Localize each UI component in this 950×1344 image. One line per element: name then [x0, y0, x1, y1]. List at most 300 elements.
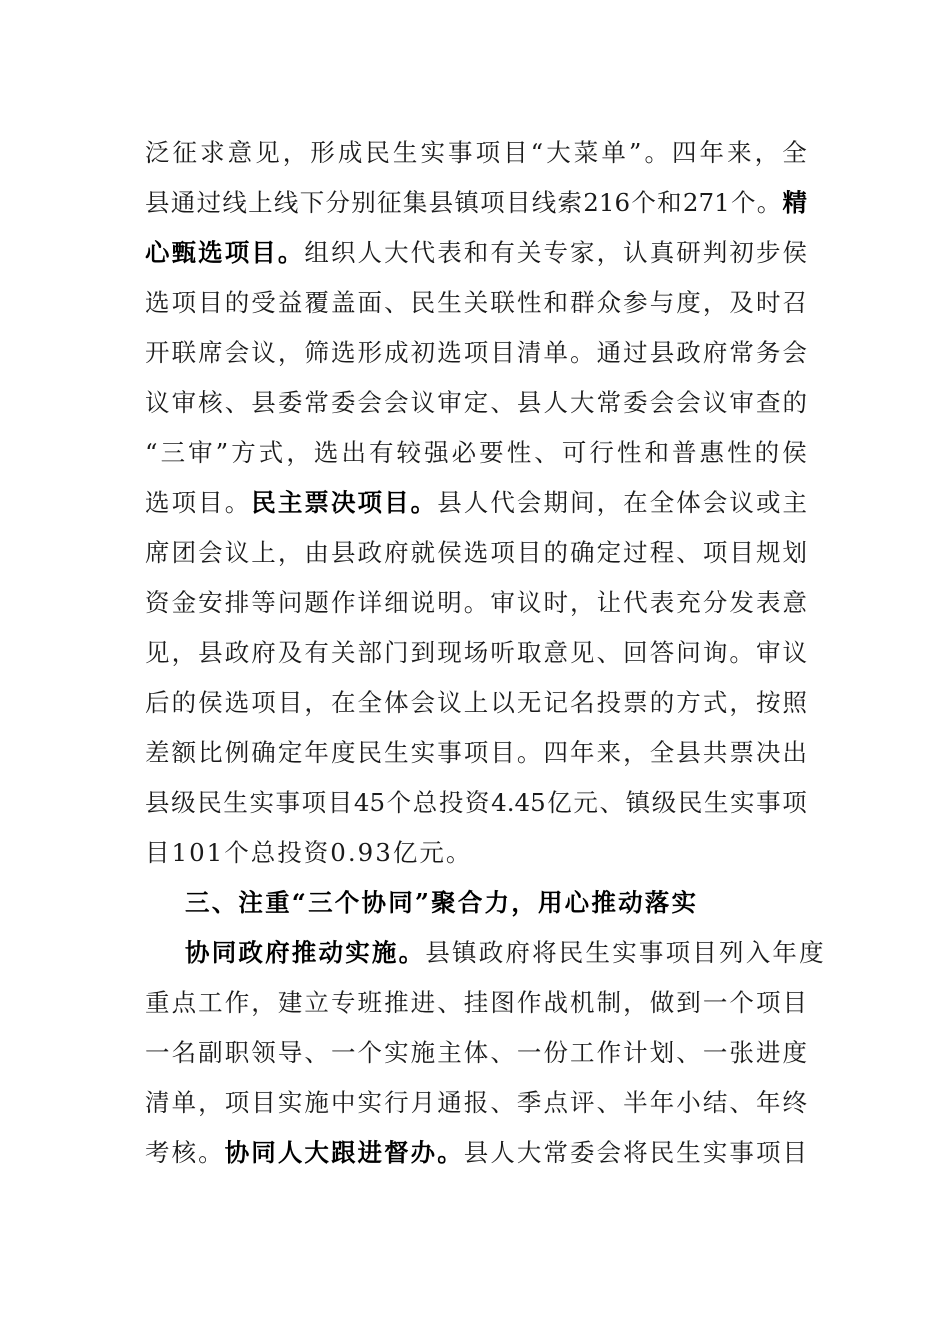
body-text: 政	[676, 338, 701, 367]
text-line	[145, 328, 807, 378]
bold-text: 。	[410, 488, 436, 517]
body-text: 分	[702, 588, 728, 617]
body-text: 组	[304, 238, 329, 267]
body-text: 项	[251, 688, 276, 717]
body-text: 、	[437, 988, 462, 1017]
body-text: 按	[755, 688, 781, 717]
body-text: 定	[596, 538, 622, 567]
body-text: 个	[730, 188, 756, 217]
body-text: 。	[463, 588, 489, 617]
body-text: 工	[570, 1038, 595, 1067]
bold-text: 票	[304, 488, 329, 517]
body-text: 县	[145, 788, 170, 817]
text-line	[145, 678, 807, 728]
body-text: 方	[231, 438, 256, 467]
body-text: 核	[198, 388, 223, 417]
body-text: 门	[384, 638, 409, 667]
body-text: 细	[384, 588, 409, 617]
body-text: 答	[649, 638, 675, 667]
body-text: 县	[428, 188, 454, 217]
body-text: 选	[145, 488, 170, 517]
body-text: 、	[599, 788, 624, 817]
body-text: 季	[516, 1088, 542, 1117]
body-text: 等	[251, 588, 276, 617]
body-text: 上	[248, 188, 273, 217]
body-text: 单	[543, 338, 568, 367]
body-text: 见	[255, 138, 280, 167]
body-text: 进	[755, 1038, 781, 1067]
body-text: 行	[384, 1088, 409, 1117]
body-text: 议	[702, 388, 728, 417]
body-text: 及	[729, 288, 754, 317]
body-text: 面	[357, 288, 382, 317]
body-text: 研	[676, 238, 701, 267]
body-text: 资	[465, 788, 490, 817]
body-text: 中	[330, 1088, 356, 1117]
bold-text: 办	[410, 1138, 436, 1167]
body-text: 或	[755, 488, 781, 517]
body-text: 生	[437, 288, 462, 317]
body-text: 实	[277, 1088, 303, 1117]
bold-text: 目	[251, 238, 276, 267]
body-text: 询	[702, 638, 728, 667]
body-text: 后	[145, 688, 170, 717]
body-text: 安	[198, 588, 223, 617]
body-text: 集	[402, 188, 428, 217]
body-text: 体	[384, 688, 409, 717]
body-text: 政	[357, 538, 382, 567]
body-text: 职	[224, 1038, 250, 1067]
body-text: ，	[286, 438, 311, 467]
body-text: 有	[490, 238, 515, 267]
body-text: 度	[330, 738, 356, 767]
body-text: 目	[198, 288, 223, 317]
body-text: 菜	[573, 138, 599, 167]
body-text: 民	[197, 788, 222, 817]
body-text: 镇	[625, 788, 651, 817]
body-text: 代	[410, 238, 436, 267]
bold-text: 。	[277, 238, 303, 267]
body-text: 一	[330, 1038, 356, 1067]
body-text: 半	[623, 1088, 648, 1117]
body-text: 张	[729, 1038, 754, 1067]
body-text: 项	[755, 988, 781, 1017]
body-text: 真	[649, 238, 675, 267]
body-text: 人	[357, 238, 382, 267]
body-text: 、	[490, 1088, 515, 1117]
body-text: 体	[676, 488, 701, 517]
body-text: 详	[357, 588, 382, 617]
body-text: 施	[410, 1038, 436, 1067]
body-text: 发	[729, 588, 754, 617]
body-text: “	[145, 438, 158, 467]
body-text: 实	[730, 788, 755, 817]
body-text: 认	[623, 238, 648, 267]
body-text: 资	[145, 588, 170, 617]
body-text: 做	[649, 988, 675, 1017]
body-text: 主	[782, 488, 807, 517]
body-text: 会	[596, 1138, 622, 1167]
text-line	[145, 828, 807, 878]
body-text: 目	[490, 338, 515, 367]
body-text: 间	[570, 488, 595, 517]
bold-text: 民	[251, 488, 276, 517]
body-text: 表	[649, 588, 675, 617]
body-text: 、	[490, 388, 515, 417]
body-text: 审	[490, 588, 515, 617]
body-text: 大	[516, 1138, 542, 1167]
body-text: 目	[782, 1138, 807, 1167]
bold-text: 人	[277, 1138, 303, 1167]
body-text: 侯	[782, 438, 807, 467]
body-text: ”	[215, 438, 229, 467]
body-text: ，	[596, 238, 622, 267]
body-text: 确	[251, 738, 276, 767]
body-text: 名	[171, 1038, 197, 1067]
body-text: 可	[561, 438, 587, 467]
body-text: 召	[782, 288, 807, 317]
body-text: 受	[251, 288, 276, 317]
body-text: 议	[729, 488, 754, 517]
bold-text: 选	[198, 238, 223, 267]
body-text: 大	[384, 238, 409, 267]
body-text: 45	[353, 788, 386, 817]
body-text: 常	[596, 388, 622, 417]
body-text: 委	[570, 1138, 595, 1167]
text-line	[145, 578, 807, 628]
body-text: 目	[505, 188, 531, 217]
body-text: 、	[676, 1038, 701, 1067]
body-text: 充	[676, 588, 701, 617]
body-text: 实	[249, 788, 274, 817]
body-text: 票	[623, 688, 648, 717]
body-text: 步	[755, 238, 781, 267]
body-text: 报	[463, 1088, 489, 1117]
body-text: 的	[649, 688, 675, 717]
body-text: ，	[623, 988, 648, 1017]
body-text: 侯	[198, 688, 223, 717]
body-text: 施	[304, 1088, 329, 1117]
body-text: ，	[754, 138, 780, 167]
body-text: 席	[145, 538, 170, 567]
body-text: 选	[463, 538, 489, 567]
bold-text: 同	[251, 1138, 276, 1167]
body-text: ，	[304, 688, 329, 717]
body-text: 四	[672, 138, 697, 167]
body-text: 成	[337, 138, 363, 167]
body-text: 与	[649, 288, 675, 317]
body-text: 时	[755, 288, 781, 317]
body-text: 年	[570, 738, 595, 767]
body-text: 目	[782, 988, 807, 1017]
body-text: 普	[672, 438, 697, 467]
body-text: 。	[570, 338, 595, 367]
bold-text: 协	[224, 1138, 250, 1167]
body-text: 和	[657, 188, 682, 217]
body-text: 定	[277, 738, 303, 767]
body-text: 线	[222, 188, 247, 217]
body-text: 生	[676, 1138, 701, 1167]
body-text: 个	[386, 788, 412, 817]
body-text: 盖	[330, 288, 356, 317]
body-text: 金	[171, 588, 197, 617]
body-text: 民	[649, 1138, 675, 1167]
body-text: 期	[543, 488, 568, 517]
body-text: 会	[676, 388, 701, 417]
body-text: 来	[596, 738, 622, 767]
body-text: 议	[224, 538, 250, 567]
body-text: 部	[357, 638, 382, 667]
body-text: 。	[729, 638, 754, 667]
body-text: 在	[623, 488, 648, 517]
body-text: 元	[573, 788, 598, 817]
body-text: 生	[703, 788, 729, 817]
text-line	[145, 628, 807, 678]
body-text: 审	[755, 638, 781, 667]
body-text: 判	[702, 238, 728, 267]
body-text: 领	[251, 1038, 276, 1067]
body-text: 式	[702, 688, 728, 717]
body-text: 会	[198, 538, 223, 567]
body-text: ，	[570, 588, 595, 617]
body-text: 、	[384, 288, 409, 317]
body-text: 和	[543, 288, 568, 317]
bold-text: 进	[357, 1138, 382, 1167]
body-text: 和	[463, 238, 489, 267]
body-text: 副	[198, 1038, 223, 1067]
body-text: 县	[198, 638, 223, 667]
body-text: 专	[330, 988, 356, 1017]
body-text: 让	[596, 588, 622, 617]
body-text: 民	[357, 738, 382, 767]
body-text: 议	[410, 388, 436, 417]
body-text: ，	[277, 538, 303, 567]
body-text: 度	[782, 1038, 807, 1067]
body-text: 议	[145, 388, 170, 417]
body-text: 事	[756, 788, 781, 817]
body-text: 人	[490, 1138, 515, 1167]
body-text: 名	[570, 688, 595, 717]
body-text: 程	[649, 538, 675, 567]
body-text: 联	[490, 288, 515, 317]
body-text: 议	[251, 338, 276, 367]
bold-text: 项	[224, 238, 250, 267]
body-text: 通	[437, 1088, 462, 1117]
body-text: 年	[649, 1088, 675, 1117]
body-text: 项	[171, 288, 197, 317]
body-text: ，	[251, 988, 276, 1017]
body-text: ，	[623, 738, 648, 767]
body-text: 事	[729, 1138, 754, 1167]
body-text: 通	[170, 188, 196, 217]
body-text: ，	[282, 138, 308, 167]
body-text: 惠	[699, 438, 725, 467]
body-text: 实	[702, 1138, 728, 1167]
body-text: 项	[755, 1138, 781, 1167]
body-text: 有	[368, 438, 394, 467]
body-text: 常	[304, 388, 329, 417]
body-text: 定	[463, 388, 489, 417]
body-text: 个	[631, 188, 656, 217]
body-text: 方	[676, 688, 701, 717]
body-text: 下	[299, 188, 325, 217]
body-text: 会	[702, 488, 728, 517]
body-text: 府	[384, 538, 409, 567]
body-text: 清	[516, 338, 542, 367]
body-text: 级	[171, 788, 196, 817]
body-text: 取	[516, 638, 542, 667]
body-text: 目	[327, 788, 353, 817]
body-text: 的	[543, 538, 568, 567]
body-text: ，	[171, 638, 197, 667]
body-text: 、	[676, 538, 701, 567]
body-text: ，	[198, 1088, 223, 1117]
body-text: 性	[506, 438, 532, 467]
body-text: 图	[490, 988, 515, 1017]
body-text: 过	[196, 188, 222, 217]
body-text: 作	[330, 588, 356, 617]
bold-text: 甄	[171, 238, 197, 267]
body-text: 、	[490, 1038, 515, 1067]
body-text: 的	[171, 688, 197, 717]
body-text: 建	[277, 988, 303, 1017]
body-text: 216	[583, 188, 631, 217]
body-text: 生	[223, 788, 248, 817]
body-text: 年	[304, 738, 329, 767]
body-text: 计	[623, 1038, 648, 1067]
body-text: 投	[438, 788, 464, 817]
body-text: 将	[623, 1138, 648, 1167]
body-text: 关	[516, 238, 542, 267]
body-text: 议	[782, 638, 807, 667]
body-text: 形	[357, 338, 382, 367]
body-text: 的	[224, 288, 250, 317]
body-text: 时	[543, 588, 568, 617]
body-text: 初	[410, 338, 436, 367]
body-text: 县镇政府将民生实事项目列入年度	[425, 938, 826, 967]
body-text: 强	[424, 438, 449, 467]
body-text: 项	[463, 338, 489, 367]
body-text: 、	[596, 638, 622, 667]
body-text: 确	[570, 538, 595, 567]
body-text: 形	[310, 138, 335, 167]
body-text: 评	[570, 1088, 595, 1117]
body-text: 目	[198, 488, 223, 517]
body-text: 上	[463, 688, 489, 717]
body-text: 线	[273, 188, 299, 217]
body-text: 项	[224, 1088, 250, 1117]
body-text: 性	[727, 438, 752, 467]
body-text: 意	[543, 638, 568, 667]
text-line	[145, 128, 807, 178]
body-text: 意	[782, 588, 807, 617]
text-line	[145, 1028, 807, 1078]
body-text: 现	[437, 638, 462, 667]
body-text: 代	[623, 588, 648, 617]
body-text: 单	[171, 1088, 197, 1117]
body-text: 会	[384, 388, 409, 417]
body-text: 项	[702, 538, 728, 567]
body-text: 选	[313, 438, 339, 467]
body-text: 县	[145, 188, 170, 217]
body-text: 清	[145, 1088, 170, 1117]
section-heading: 三、注重“三个协同”聚合力，用心推动落实	[185, 888, 699, 917]
bold-text: 目	[384, 488, 409, 517]
text-line	[145, 228, 807, 278]
body-text: ”	[628, 138, 642, 167]
body-text: 人	[543, 388, 568, 417]
body-text: 行	[589, 438, 614, 467]
bold-text: 督	[384, 1138, 409, 1167]
body-text: 结	[702, 1088, 728, 1117]
body-text: 三	[160, 438, 186, 467]
body-text: 选	[437, 338, 462, 367]
body-text: 以	[490, 688, 515, 717]
body-text: 征	[172, 138, 198, 167]
body-text: 、	[224, 388, 250, 417]
body-text: 会	[224, 338, 250, 367]
body-text: 过	[623, 538, 648, 567]
body-text: 县	[676, 738, 701, 767]
body-text: 民	[410, 288, 436, 317]
body-text: 性	[516, 288, 542, 317]
body-text: 度	[676, 288, 701, 317]
text-line	[145, 428, 807, 478]
body-text: 较	[396, 438, 422, 467]
body-text: 表	[437, 238, 462, 267]
body-text: 参	[623, 288, 648, 317]
body-text: 的	[782, 388, 807, 417]
body-text: 由	[304, 538, 329, 567]
text-line	[145, 178, 807, 228]
body-text: 项	[490, 538, 515, 567]
body-text: 审	[729, 388, 754, 417]
body-text: 审	[437, 388, 462, 417]
body-text: 开	[145, 338, 170, 367]
body-text: 民	[677, 788, 703, 817]
body-text: 明	[437, 588, 462, 617]
bold-text: 主	[277, 488, 303, 517]
body-text: 侯	[782, 238, 807, 267]
body-text: 差	[145, 738, 170, 767]
body-text: 听	[490, 638, 515, 667]
body-text: 的	[754, 438, 780, 467]
body-text: 班	[357, 988, 382, 1017]
body-text: 县	[437, 488, 462, 517]
body-text: 。	[644, 138, 669, 167]
text-line	[145, 1078, 807, 1128]
body-text: 别	[351, 188, 376, 217]
body-text: 及	[277, 638, 303, 667]
body-text: 委	[623, 388, 648, 417]
body-text: 战	[543, 988, 568, 1017]
text-line	[145, 378, 807, 428]
body-text: 过	[623, 338, 648, 367]
body-text: 、	[534, 438, 559, 467]
body-text: 。	[198, 1138, 223, 1167]
body-text: 有	[304, 638, 329, 667]
body-text: 事	[448, 138, 473, 167]
body-text: 作	[596, 1038, 622, 1067]
body-text: 场	[463, 638, 489, 667]
body-text: 全	[357, 688, 382, 717]
body-text: 作	[224, 988, 250, 1017]
body-text: 式	[258, 438, 284, 467]
body-text: 家	[570, 238, 595, 267]
body-text: 划	[649, 1038, 675, 1067]
body-text: 年	[755, 1088, 781, 1117]
body-text: 终	[782, 1088, 807, 1117]
